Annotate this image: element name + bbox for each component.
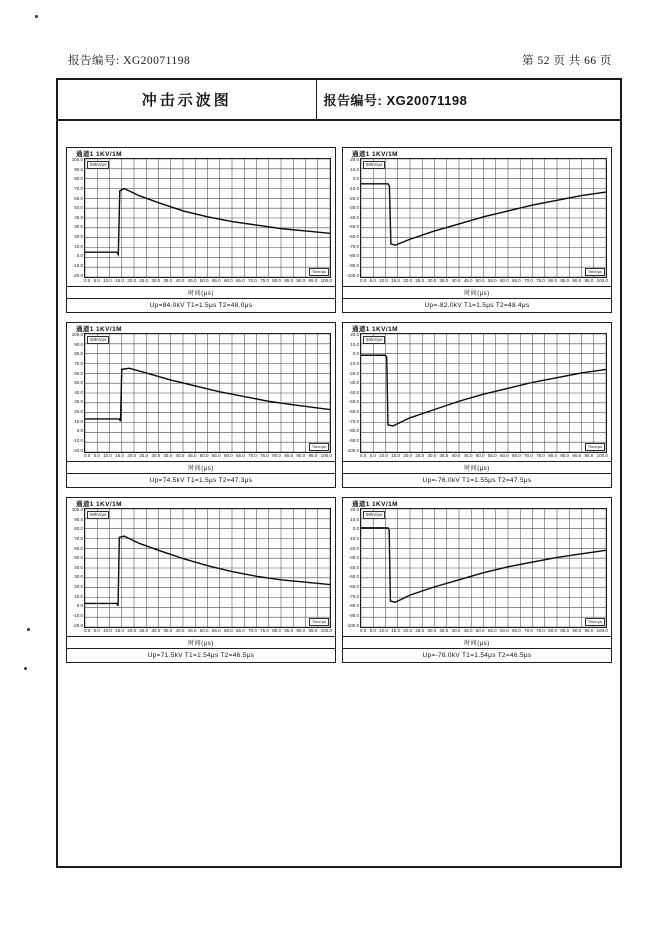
tick-label: 80.0 bbox=[548, 278, 558, 283]
tick-label: 90.0 bbox=[74, 166, 83, 172]
tick-label: 65.0 bbox=[236, 278, 245, 283]
tick-label: -70.0 bbox=[348, 418, 359, 424]
tick-label: 20.0 bbox=[74, 234, 83, 239]
tick-label: 10.0 bbox=[103, 453, 112, 458]
x-axis-caption: 时间(μs) bbox=[343, 461, 611, 473]
oscillogram-chart-1 bbox=[66, 147, 336, 313]
tick-label: -50.0 bbox=[348, 574, 359, 580]
tick-label: -40.0 bbox=[348, 389, 359, 395]
tick-label: 75.0 bbox=[260, 278, 269, 283]
x-axis-caption: 时间(μs) bbox=[67, 461, 335, 473]
report-page-frame bbox=[56, 78, 622, 868]
tick-label: 40.0 bbox=[74, 214, 83, 220]
tick-label: 30.0 bbox=[151, 453, 161, 458]
report-number-cell: 报告编号: XG20071198 bbox=[323, 93, 468, 108]
plot-zone bbox=[67, 148, 335, 278]
tick-label: 60.0 bbox=[499, 278, 509, 283]
tick-label: 70.0 bbox=[74, 360, 83, 366]
tick-label: 85.0 bbox=[284, 628, 294, 633]
tick-label: 45.0 bbox=[187, 453, 197, 458]
tick-label: 50.0 bbox=[475, 628, 485, 633]
oscillogram-chart-6 bbox=[342, 497, 612, 663]
tick-label: 65.0 bbox=[236, 453, 245, 458]
tick-label: -80.0 bbox=[348, 603, 359, 609]
tick-label: 30.0 bbox=[427, 628, 437, 633]
tick-label: 5.0 bbox=[369, 278, 376, 283]
tick-label: 25.0 bbox=[139, 278, 149, 283]
x-axis-labels bbox=[343, 278, 611, 286]
tick-label: 55.0 bbox=[211, 453, 221, 458]
tick-label: 5.0 bbox=[93, 278, 100, 283]
tick-label: 20.0 bbox=[74, 409, 83, 414]
plot-grid bbox=[360, 333, 607, 453]
tick-label: 30.0 bbox=[74, 574, 83, 580]
channel-title: 通道1 1KV/1M bbox=[352, 501, 398, 508]
y-axis-labels bbox=[345, 508, 360, 628]
tick-label: 80.0 bbox=[272, 453, 282, 458]
waveform-svg bbox=[85, 509, 330, 627]
scan-dust-speck bbox=[24, 667, 27, 670]
tick-label: 90.0 bbox=[74, 516, 83, 522]
tick-label: 75.0 bbox=[536, 278, 545, 283]
tick-label: 40.0 bbox=[451, 278, 461, 283]
tick-label: 85.0 bbox=[284, 453, 294, 458]
tick-label: 0.0 bbox=[84, 628, 91, 633]
tick-label: 80.0 bbox=[74, 526, 83, 532]
x-axis-caption: 时间(μs) bbox=[67, 636, 335, 648]
tick-label: -10.0 bbox=[72, 262, 83, 268]
x-axis-labels bbox=[67, 628, 335, 636]
tick-label: 0.0 bbox=[360, 278, 367, 283]
tick-label: 90.0 bbox=[572, 278, 582, 283]
scale-label: 50kV/μs bbox=[363, 161, 385, 169]
tick-label: 40.0 bbox=[451, 453, 461, 458]
plot-grid bbox=[84, 158, 331, 278]
waveform-svg bbox=[361, 159, 606, 277]
time-unit-label: Time/μs bbox=[309, 443, 328, 451]
tick-label: 60.0 bbox=[223, 453, 233, 458]
tick-label: -30.0 bbox=[348, 205, 359, 211]
oscillogram-chart-4 bbox=[342, 322, 612, 488]
waveform-svg bbox=[361, 334, 606, 452]
tick-label: -60.0 bbox=[348, 234, 359, 239]
tick-label: 60.0 bbox=[223, 628, 233, 633]
x-axis-labels bbox=[343, 453, 611, 461]
tick-label: 70.0 bbox=[524, 453, 533, 458]
tick-label: 0.0 bbox=[76, 253, 83, 259]
tick-label: -10.0 bbox=[348, 535, 359, 541]
tick-label: 65.0 bbox=[236, 628, 245, 633]
running-header bbox=[68, 52, 612, 68]
tick-label: 70.0 bbox=[248, 628, 257, 633]
tick-label: 85.0 bbox=[284, 278, 294, 283]
tick-label: 55.0 bbox=[211, 278, 221, 283]
plot-grid bbox=[360, 158, 607, 278]
tick-label: 90.0 bbox=[572, 628, 582, 633]
tick-label: 50.0 bbox=[199, 453, 209, 458]
tick-label: -60.0 bbox=[348, 584, 359, 589]
tick-label: 60.0 bbox=[74, 545, 83, 551]
plot-zone bbox=[343, 498, 611, 628]
tick-label: 100.0 bbox=[71, 157, 83, 162]
tick-label: 25.0 bbox=[415, 278, 425, 283]
tick-label: 0.0 bbox=[84, 453, 91, 458]
tick-label: -10.0 bbox=[72, 612, 83, 618]
table-header-row bbox=[58, 80, 620, 121]
tick-label: 35.0 bbox=[163, 278, 173, 283]
oscillogram-chart-3 bbox=[66, 322, 336, 488]
tick-label: 45.0 bbox=[463, 278, 473, 283]
tick-label: 0.0 bbox=[352, 351, 359, 357]
tick-label: 75.0 bbox=[536, 628, 545, 633]
waveform-params: Up=-76.0kV T1=1.54μs T2=46.5μs bbox=[343, 648, 611, 662]
tick-label: 10.0 bbox=[350, 166, 359, 172]
tick-label: 20.0 bbox=[403, 453, 413, 458]
tick-label: -20.0 bbox=[72, 272, 83, 278]
tick-label: 35.0 bbox=[439, 453, 449, 458]
channel-title: 通道1 1KV/1M bbox=[352, 326, 398, 333]
x-axis-caption: 时间(μs) bbox=[343, 286, 611, 298]
tick-label: 70.0 bbox=[524, 628, 533, 633]
tick-label: 30.0 bbox=[151, 628, 161, 633]
plot-grid bbox=[84, 333, 331, 453]
tick-label: 35.0 bbox=[439, 628, 449, 633]
tick-label: 50.0 bbox=[74, 555, 83, 561]
tick-label: 80.0 bbox=[548, 453, 558, 458]
scale-label: 50kV/μs bbox=[87, 511, 109, 519]
tick-label: 0.0 bbox=[360, 628, 367, 633]
tick-label: 15.0 bbox=[391, 453, 400, 458]
tick-label: 60.0 bbox=[74, 370, 83, 376]
tick-label: 35.0 bbox=[163, 628, 173, 633]
tick-label: 40.0 bbox=[175, 628, 185, 633]
tick-label: 65.0 bbox=[512, 628, 521, 633]
tick-label: 15.0 bbox=[391, 628, 400, 633]
tick-label: 20.0 bbox=[127, 278, 137, 283]
y-axis-labels bbox=[69, 158, 84, 278]
tick-label: -10.0 bbox=[348, 185, 359, 191]
tick-label: 10.0 bbox=[379, 628, 388, 633]
channel-title: 通道1 1KV/1M bbox=[352, 151, 398, 158]
tick-label: 100.0 bbox=[320, 628, 332, 633]
time-unit-label: Time/μs bbox=[309, 618, 328, 626]
oscillogram-chart-2 bbox=[342, 147, 612, 313]
waveform-params: Up=71.5kV T1=1.54μs T2=46.5μs bbox=[67, 648, 335, 662]
tick-label: 95.0 bbox=[584, 453, 594, 458]
tick-label: 10.0 bbox=[74, 593, 83, 599]
tick-label: 100.0 bbox=[71, 507, 83, 512]
tick-label: 70.0 bbox=[248, 453, 257, 458]
tick-label: 10.0 bbox=[74, 418, 83, 424]
x-axis-caption: 时间(μs) bbox=[67, 286, 335, 298]
tick-label: -50.0 bbox=[348, 224, 359, 230]
tick-label: 40.0 bbox=[175, 278, 185, 283]
plot-zone bbox=[67, 323, 335, 453]
tick-label: -80.0 bbox=[348, 253, 359, 259]
tick-label: 25.0 bbox=[415, 453, 425, 458]
tick-label: 5.0 bbox=[93, 453, 100, 458]
tick-label: 0.0 bbox=[76, 603, 83, 609]
tick-label: 100.0 bbox=[596, 278, 608, 283]
tick-label: 0.0 bbox=[76, 428, 83, 434]
tick-label: -20.0 bbox=[72, 447, 83, 453]
tick-label: 30.0 bbox=[151, 278, 161, 283]
tick-label: 100.0 bbox=[320, 453, 332, 458]
scale-label: 50kV/μs bbox=[363, 511, 385, 519]
tick-label: 90.0 bbox=[74, 341, 83, 347]
tick-label: 70.0 bbox=[74, 535, 83, 541]
tick-label: 65.0 bbox=[512, 278, 521, 283]
tick-label: 35.0 bbox=[439, 278, 449, 283]
tick-label: 80.0 bbox=[74, 176, 83, 182]
tick-label: 55.0 bbox=[487, 453, 497, 458]
tick-label: 95.0 bbox=[584, 628, 594, 633]
tick-label: 20.0 bbox=[350, 157, 359, 162]
y-axis-labels bbox=[69, 333, 84, 453]
tick-label: 95.0 bbox=[308, 453, 318, 458]
tick-label: 25.0 bbox=[139, 453, 149, 458]
tick-label: 55.0 bbox=[211, 628, 221, 633]
tick-label: 30.0 bbox=[427, 278, 437, 283]
tick-label: 10.0 bbox=[74, 243, 83, 249]
tick-label: 75.0 bbox=[260, 628, 269, 633]
tick-label: 15.0 bbox=[115, 628, 124, 633]
tick-label: 10.0 bbox=[350, 516, 359, 522]
tick-label: 0.0 bbox=[352, 526, 359, 532]
tick-label: -100.0 bbox=[346, 622, 359, 628]
tick-label: 60.0 bbox=[499, 453, 509, 458]
tick-label: 50.0 bbox=[74, 380, 83, 386]
tick-label: -20.0 bbox=[348, 545, 359, 551]
scale-label: 50kV/μs bbox=[363, 336, 385, 344]
scale-label: 50kV/μs bbox=[87, 336, 109, 344]
tick-label: 40.0 bbox=[74, 564, 83, 570]
channel-title: 通道1 1KV/1M bbox=[76, 326, 122, 333]
tick-label: 45.0 bbox=[187, 278, 197, 283]
tick-label: 30.0 bbox=[74, 399, 83, 405]
y-axis-labels bbox=[345, 333, 360, 453]
tick-label: 40.0 bbox=[175, 453, 185, 458]
tick-label: 25.0 bbox=[139, 628, 149, 633]
tick-label: 15.0 bbox=[391, 278, 400, 283]
tick-label: 100.0 bbox=[71, 332, 83, 337]
waveform-params: Up=84.0kV T1=1.5μs T2=48.0μs bbox=[67, 298, 335, 312]
tick-label: -50.0 bbox=[348, 399, 359, 405]
tick-label: 60.0 bbox=[223, 278, 233, 283]
tick-label: 60.0 bbox=[74, 195, 83, 201]
channel-title: 通道1 1KV/1M bbox=[76, 501, 122, 508]
time-unit-label: Time/μs bbox=[585, 268, 604, 276]
tick-label: 100.0 bbox=[320, 278, 332, 283]
tick-label: 85.0 bbox=[560, 278, 570, 283]
tick-label: 0.0 bbox=[352, 176, 359, 182]
tick-label: -20.0 bbox=[348, 195, 359, 201]
tick-label: 90.0 bbox=[296, 453, 306, 458]
tick-label: 80.0 bbox=[272, 278, 282, 283]
tick-label: 85.0 bbox=[560, 453, 570, 458]
tick-label: 0.0 bbox=[84, 278, 91, 283]
tick-label: -30.0 bbox=[348, 555, 359, 561]
tick-label: 80.0 bbox=[272, 628, 282, 633]
time-unit-label: Time/μs bbox=[585, 618, 604, 626]
tick-label: 100.0 bbox=[596, 453, 608, 458]
tick-label: -40.0 bbox=[348, 564, 359, 570]
tick-label: -20.0 bbox=[348, 370, 359, 376]
tick-label: 20.0 bbox=[350, 332, 359, 337]
scan-dust-speck bbox=[27, 628, 30, 631]
scale-label: 50kV/μs bbox=[87, 161, 109, 169]
waveform-params: Up=74.5kV T1=1.5μs T2=47.3μs bbox=[67, 473, 335, 487]
plot-zone bbox=[67, 498, 335, 628]
tick-label: 35.0 bbox=[163, 453, 173, 458]
tick-label: 15.0 bbox=[115, 453, 124, 458]
plot-zone bbox=[343, 323, 611, 453]
waveform-svg bbox=[85, 159, 330, 277]
tick-label: 30.0 bbox=[427, 453, 437, 458]
time-unit-label: Time/μs bbox=[309, 268, 328, 276]
tick-label: -90.0 bbox=[348, 612, 359, 618]
tick-label: 45.0 bbox=[463, 628, 473, 633]
tick-label: -10.0 bbox=[72, 437, 83, 443]
tick-label: -90.0 bbox=[348, 437, 359, 443]
tick-label: 30.0 bbox=[74, 224, 83, 230]
tick-label: 75.0 bbox=[260, 453, 269, 458]
oscillogram-grid bbox=[66, 147, 612, 663]
tick-label: 95.0 bbox=[308, 628, 318, 633]
tick-label: -90.0 bbox=[348, 262, 359, 268]
plot-zone bbox=[343, 148, 611, 278]
tick-label: 75.0 bbox=[536, 453, 545, 458]
tick-label: 45.0 bbox=[463, 453, 473, 458]
tick-label: 65.0 bbox=[512, 453, 521, 458]
tick-label: 70.0 bbox=[74, 185, 83, 191]
x-axis-labels bbox=[67, 453, 335, 461]
tick-label: 0.0 bbox=[360, 453, 367, 458]
tick-label: 5.0 bbox=[93, 628, 100, 633]
channel-title: 通道1 1KV/1M bbox=[76, 151, 122, 158]
tick-label: 10.0 bbox=[350, 341, 359, 347]
tick-label: -10.0 bbox=[348, 360, 359, 366]
tick-label: 55.0 bbox=[487, 628, 497, 633]
tick-label: 50.0 bbox=[475, 278, 485, 283]
tick-label: 10.0 bbox=[103, 278, 112, 283]
tick-label: 5.0 bbox=[369, 628, 376, 633]
tick-label: -70.0 bbox=[348, 243, 359, 249]
tick-label: 10.0 bbox=[379, 278, 388, 283]
tick-label: 60.0 bbox=[499, 628, 509, 633]
tick-label: 50.0 bbox=[199, 278, 209, 283]
tick-label: -100.0 bbox=[346, 272, 359, 278]
tick-label: -70.0 bbox=[348, 593, 359, 599]
tick-label: 70.0 bbox=[248, 278, 257, 283]
page-title: 冲击示波图 bbox=[58, 80, 317, 119]
tick-label: 95.0 bbox=[308, 278, 318, 283]
tick-label: -100.0 bbox=[346, 447, 359, 453]
tick-label: 50.0 bbox=[74, 205, 83, 211]
tick-label: 80.0 bbox=[74, 351, 83, 357]
plot-grid bbox=[360, 508, 607, 628]
tick-label: 20.0 bbox=[127, 628, 137, 633]
tick-label: -40.0 bbox=[348, 214, 359, 220]
waveform-svg bbox=[361, 509, 606, 627]
tick-label: -20.0 bbox=[72, 622, 83, 628]
tick-label: 45.0 bbox=[187, 628, 197, 633]
tick-label: 15.0 bbox=[115, 278, 124, 283]
tick-label: 80.0 bbox=[548, 628, 558, 633]
tick-label: 10.0 bbox=[103, 628, 112, 633]
x-axis-labels bbox=[67, 278, 335, 286]
tick-label: 55.0 bbox=[487, 278, 497, 283]
tick-label: 5.0 bbox=[369, 453, 376, 458]
y-axis-labels bbox=[69, 508, 84, 628]
tick-label: 90.0 bbox=[296, 628, 306, 633]
time-unit-label: Time/μs bbox=[585, 443, 604, 451]
tick-label: -30.0 bbox=[348, 380, 359, 386]
tick-label: 100.0 bbox=[596, 628, 608, 633]
tick-label: 95.0 bbox=[584, 278, 594, 283]
plot-grid bbox=[84, 508, 331, 628]
tick-label: 10.0 bbox=[379, 453, 388, 458]
page-number: 第 52 页 共 66 页 bbox=[522, 55, 612, 67]
waveform-params: Up=-82.0kV T1=1.5μs T2=48.4μs bbox=[343, 298, 611, 312]
tick-label: 20.0 bbox=[403, 278, 413, 283]
tick-label: 85.0 bbox=[560, 628, 570, 633]
tick-label: 90.0 bbox=[296, 278, 306, 283]
tick-label: 40.0 bbox=[74, 389, 83, 395]
tick-label: -60.0 bbox=[348, 409, 359, 414]
tick-label: 50.0 bbox=[199, 628, 209, 633]
tick-label: -80.0 bbox=[348, 428, 359, 434]
waveform-params: Up=-76.0kV T1=1.55μs T2=47.5μs bbox=[343, 473, 611, 487]
oscillogram-chart-5 bbox=[66, 497, 336, 663]
x-axis-labels bbox=[343, 628, 611, 636]
tick-label: 70.0 bbox=[524, 278, 533, 283]
x-axis-caption: 时间(μs) bbox=[343, 636, 611, 648]
tick-label: 40.0 bbox=[451, 628, 461, 633]
tick-label: 20.0 bbox=[350, 507, 359, 512]
waveform-svg bbox=[85, 334, 330, 452]
tick-label: 20.0 bbox=[403, 628, 413, 633]
y-axis-labels bbox=[345, 158, 360, 278]
scan-dust-speck bbox=[35, 15, 38, 18]
tick-label: 20.0 bbox=[127, 453, 137, 458]
tick-label: 90.0 bbox=[572, 453, 582, 458]
tick-label: 50.0 bbox=[475, 453, 485, 458]
tick-label: 25.0 bbox=[415, 628, 425, 633]
report-number-top: 报告编号: XG20071198 bbox=[68, 55, 191, 67]
tick-label: 20.0 bbox=[74, 584, 83, 589]
